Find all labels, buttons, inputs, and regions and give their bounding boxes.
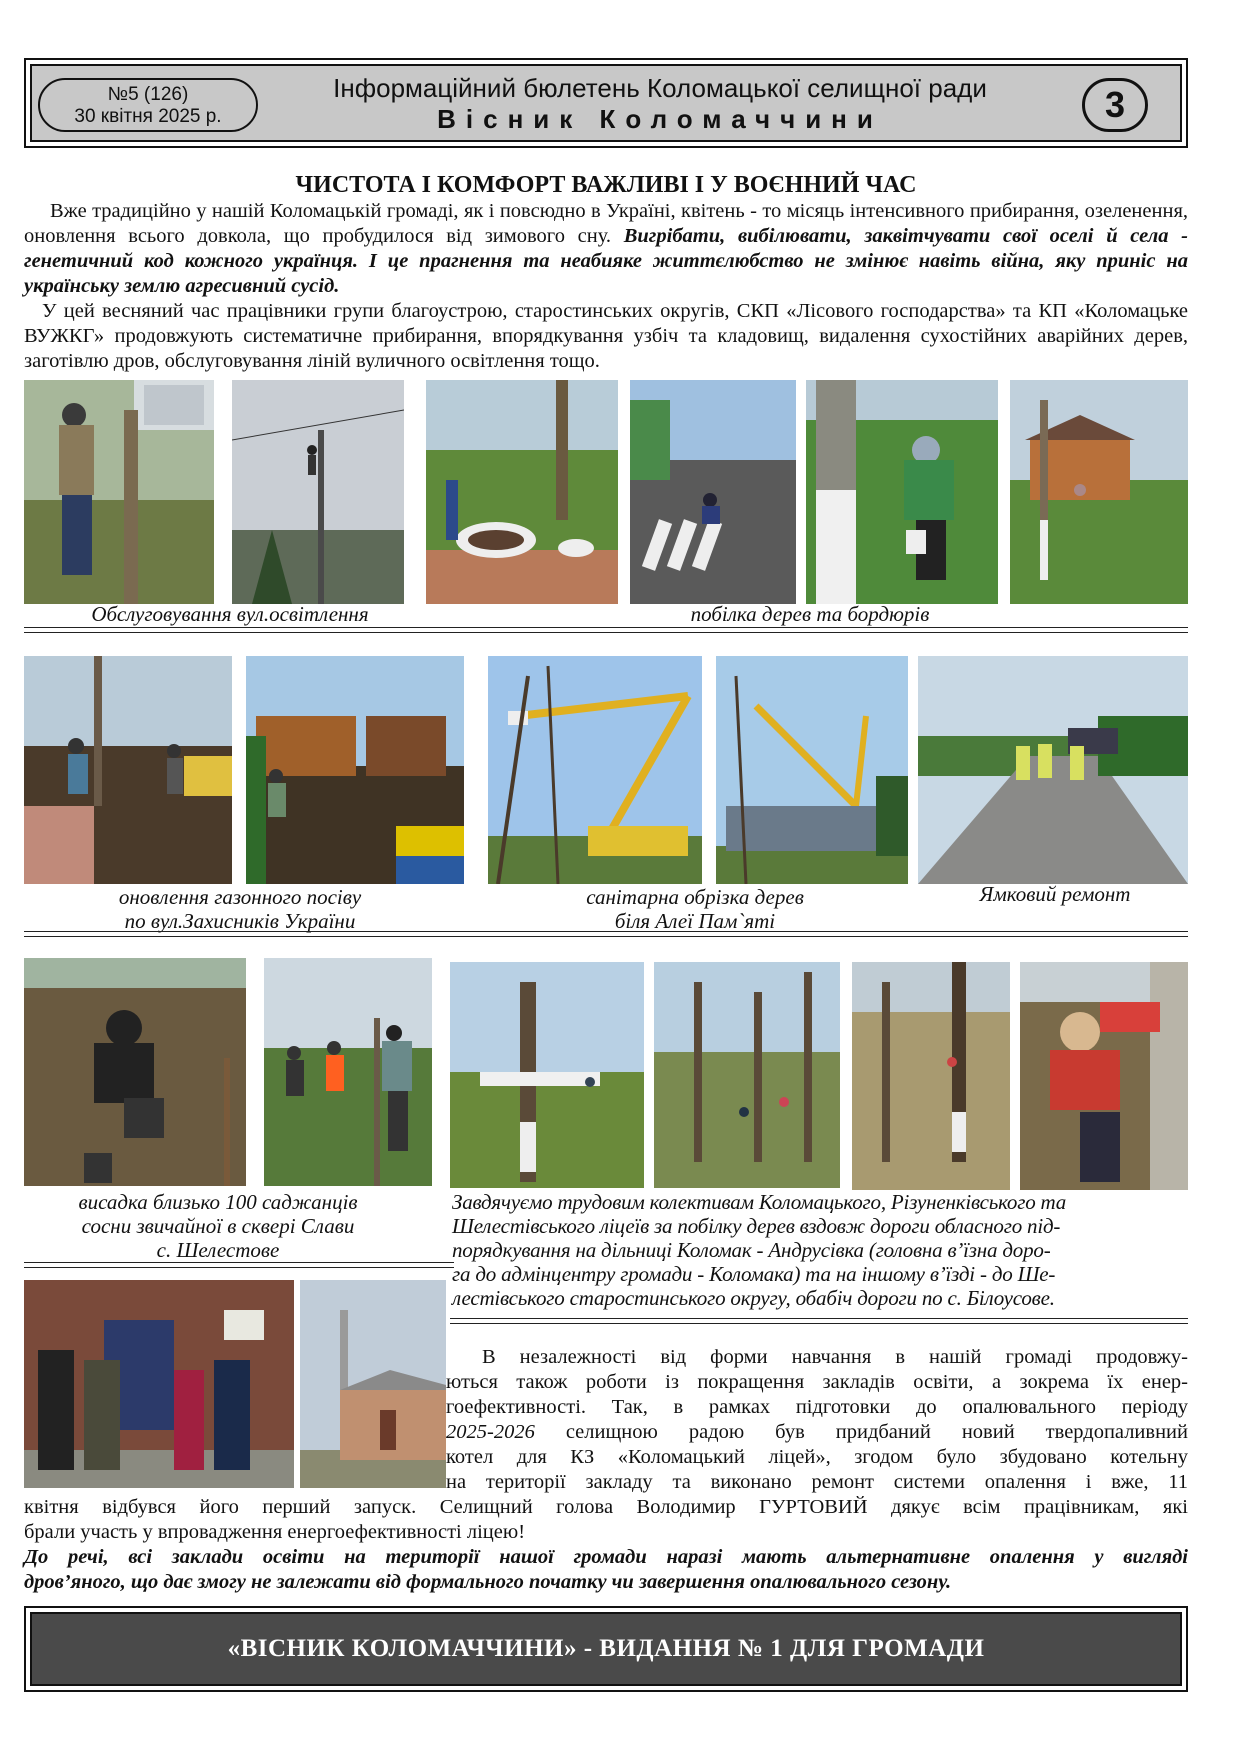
intro-text: Вже традиційно у нашій Коломацькій громаді, як і повсюдно в Україні, квітень - то місяць інтенсивного прибирання, озеленення, оновлення всього довкола, що пробудилося від зимового сну.	[24, 200, 1188, 247]
students-whitewash-photo-1	[450, 962, 644, 1188]
page-number: 3	[1082, 78, 1148, 132]
caption-thanks-line1: Завдячуємо трудовим колективам Коломацького, Різуненківського та	[452, 1190, 1067, 1214]
boiler-line: В незалежності від форми навчання в нашій громаді продовжу-	[482, 1346, 1188, 1368]
caption-thanks-line3: порядкування на дільниці Коломак - Андрусівка (головна в’їзна доро-	[452, 1238, 1051, 1262]
caption-pruning-line2: біля Алеї Пам`яті	[614, 909, 776, 933]
caption-lawn	[70, 885, 410, 933]
students-whitewash-photo-2	[654, 962, 840, 1188]
roadside-trees-photo	[852, 962, 1010, 1190]
issue-number: №5 (126)	[107, 84, 189, 105]
boiler-paragraph-right	[446, 1345, 1188, 1495]
caption-thanks-line2: Шелестівського ліцеїв за побілку дерев вздовж дороги обласного під-	[452, 1214, 1061, 1238]
caption-thanks	[452, 1190, 1190, 1310]
section-divider-right	[450, 1318, 1188, 1324]
woman-whitewash-photo	[1020, 962, 1188, 1190]
boiler-line: котел для КЗ «Коломацький ліцей», згодом було збудовано котельну	[446, 1446, 1188, 1468]
issue-date: 30 квітня 2025 р.	[74, 106, 222, 127]
article-intro	[24, 199, 1188, 299]
masthead	[280, 72, 1040, 134]
caption-pines-line2: сосни звичайної в сквері Слави	[81, 1214, 355, 1238]
caption-thanks-line4: га до адмінцентру громади - Коломака) та на іншому в’їзді - до Ше-	[452, 1262, 1056, 1286]
pothole-repair-photo	[918, 656, 1188, 884]
boiler-emphasis-line1: До речі, всі заклади освіти на території нашої громади наразі мають альтернативне опалення у вигляді	[24, 1546, 1188, 1568]
caption-pines-line1: висадка близько 100 саджанців	[78, 1190, 358, 1214]
bucket-truck-photo-2	[716, 656, 908, 884]
caption-thanks-line5: лестівського старостинського округу, обабіч дороги по с. Білоусове.	[452, 1286, 1055, 1310]
caption-pines-line3: с. Шелестове	[156, 1238, 280, 1262]
tire-flowerbed-photo	[426, 380, 618, 604]
tree-whitewash-woman-photo	[806, 380, 998, 604]
boiler-emphasis-line2: дров’яного, що дає змогу не залежати від формального початку чи завершення опалювального сезону.	[24, 1571, 952, 1593]
caption-pothole: Ямковий ремонт	[979, 882, 1131, 906]
lawn-seeding-photo-1	[24, 656, 232, 884]
planting-man-photo	[24, 958, 246, 1186]
caption-street-lighting: Обслуговування вул.освітлення	[91, 602, 369, 626]
boiler-line: ються також роботи із покращення закладів освіти, а зокрема їх енер-	[446, 1371, 1188, 1393]
caption-pruning-line1: санітарна обрізка дерев	[586, 885, 804, 909]
section-divider	[24, 931, 1188, 937]
boiler-line-4	[446, 1420, 1188, 1445]
crosswalk-painting-photo	[630, 380, 796, 604]
lawn-seeding-photo-2	[246, 656, 464, 884]
boiler-house-building-photo	[300, 1280, 446, 1488]
caption-pines	[48, 1190, 388, 1262]
boiler-room-group-photo	[24, 1280, 294, 1488]
section-divider-short	[24, 1262, 454, 1268]
caption-lawn-line2: по вул.Захисників України	[124, 909, 356, 933]
issue-badge	[38, 78, 258, 132]
boiler-paragraph-full	[24, 1495, 1188, 1595]
pole-climber-photo	[232, 380, 404, 604]
caption-whitewashing: побілка дерев та бордюрів	[690, 602, 930, 626]
masthead-subtitle: Інформаційний бюлетень Коломацької селищної ради	[333, 73, 987, 103]
footer-banner: «ВІСНИК КОЛОМАЧЧИНИ» - ВИДАННЯ № 1 ДЛЯ ГРОМАДИ	[30, 1612, 1182, 1686]
planting-group-photo	[264, 958, 432, 1186]
section-divider	[24, 627, 1188, 633]
bucket-truck-photo-1	[488, 656, 702, 884]
heating-season-years: 2025-2026	[446, 1421, 535, 1443]
article-paragraph-2: У цей весняний час працівники групи благоустрою, старостинських округів, СКП «Лісового господарства» та КП «Коломацьке ВУЖКГ» продовжують систематичне прибирання, впорядкування узбіч та кладовищ, видалення сухостійних аварійних дерев, заготівлю дров, обслуговування ліній вуличного освітлення тощо.	[24, 300, 1188, 372]
street-light-meter-photo	[24, 380, 214, 604]
boiler-line: на території закладу та виконано ремонт системи опалення і вже, 11	[446, 1471, 1188, 1493]
masthead-title: Вісник Коломаччини	[437, 104, 883, 134]
intro-emphasis: Вигрібати, вибілювати, заквітчувати свої оселі й села - генетичний код кожного українця. І це прагнення та неабияке життєлюбство не змінює навіть війна, яку приніс на українську землю агресивний сусід.	[24, 225, 1188, 297]
boiler-line: квітня відбувся його перший запуск. Селищний голова Володимир ГУРТОВИЙ дякує всім працівникам, які	[24, 1496, 1188, 1518]
boiler-line: брали участь у впровадження енергоефективності ліцею!	[24, 1521, 526, 1543]
house-yard-whitewash-photo	[1010, 380, 1188, 604]
caption-pruning	[530, 885, 860, 933]
boiler-line: гоефективності. Так, в рамках підготовки до опалювального періоду	[446, 1396, 1188, 1418]
article-headline: ЧИСТОТА І КОМФОРТ ВАЖЛИВІ І У ВОЄННИЙ ЧАС	[295, 172, 917, 198]
boiler-line-4-rest: селищною радою був придбаний новий твердопаливний	[534, 1421, 1188, 1443]
caption-lawn-line1: оновлення газонного посіву	[118, 885, 362, 909]
